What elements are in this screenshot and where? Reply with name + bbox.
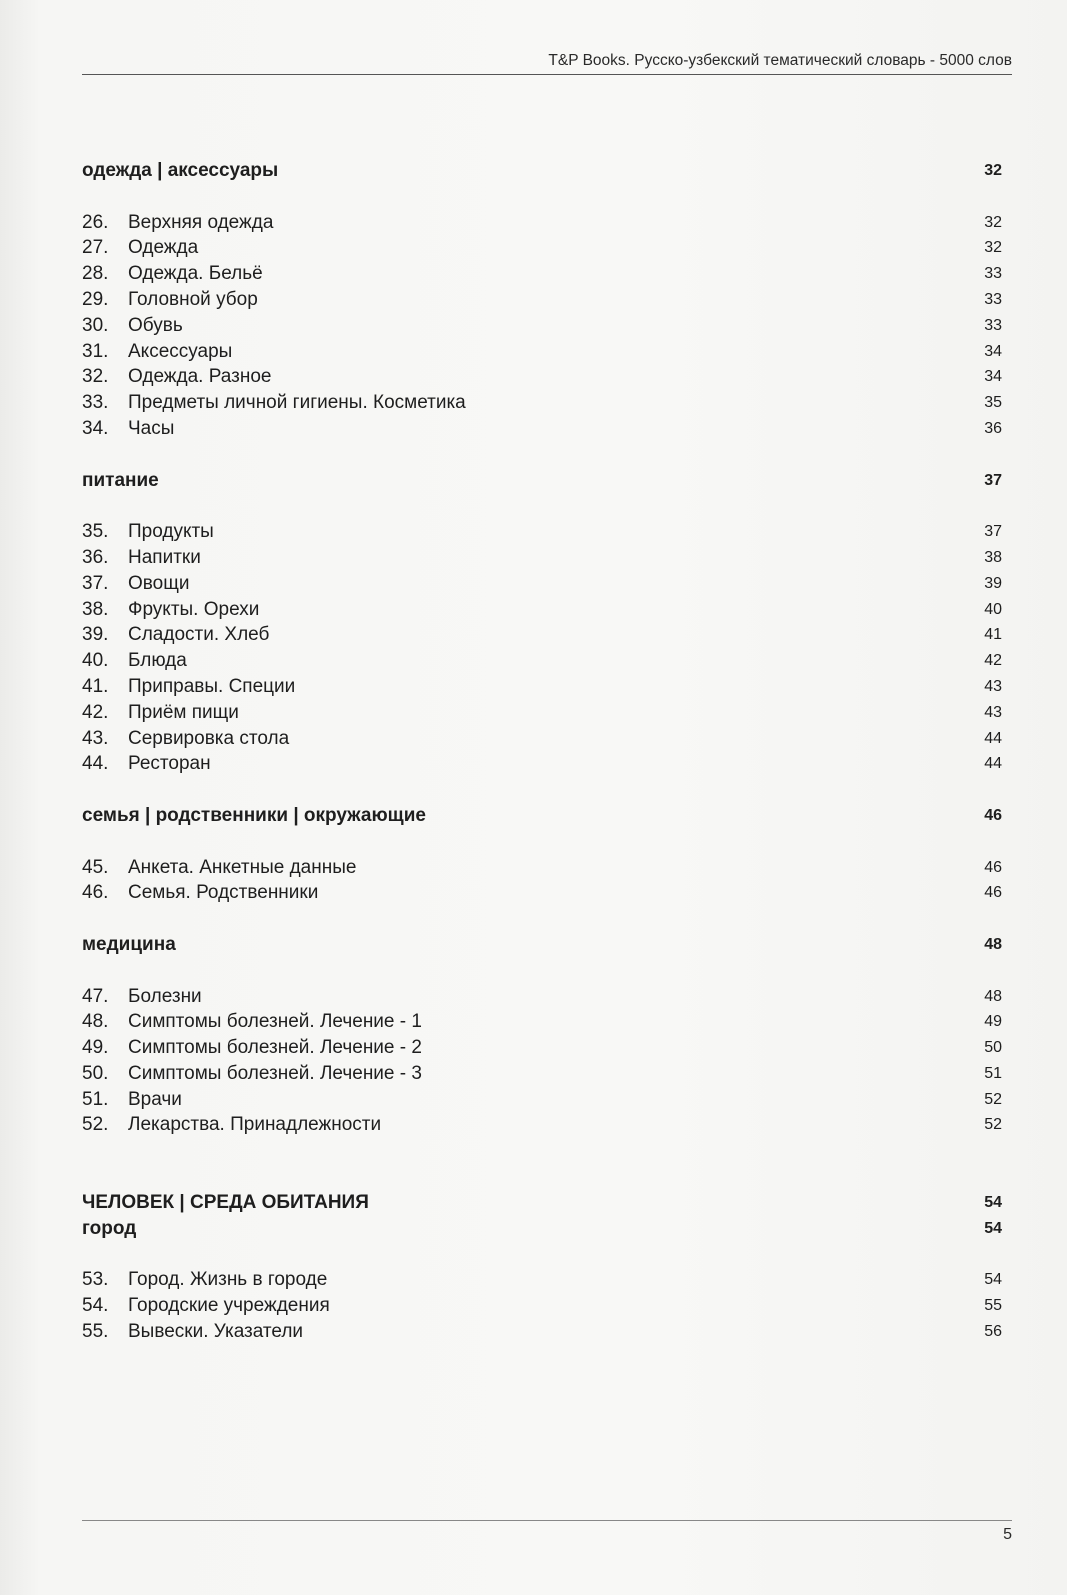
toc-section-heading xyxy=(82,1190,1002,1216)
toc-spacer xyxy=(82,777,1002,803)
toc-entry xyxy=(82,751,1002,777)
toc-entry xyxy=(82,287,1002,313)
toc-entry-number: 41. xyxy=(82,675,109,697)
toc-entry-title: Семья. Родственники xyxy=(128,882,319,904)
toc-entry xyxy=(82,1267,1002,1293)
toc-entry xyxy=(82,1035,1002,1061)
toc-entry xyxy=(82,1087,1002,1113)
toc-page-number: 54 xyxy=(984,1219,1002,1237)
toc-entry xyxy=(82,364,1002,390)
toc-page-number: 37 xyxy=(984,523,1002,541)
toc-page-number: 44 xyxy=(984,755,1002,773)
toc-entry xyxy=(82,339,1002,365)
toc-page-number: 32 xyxy=(984,162,1002,179)
toc-entry-title: Продукты xyxy=(128,521,214,543)
toc-page-number: 46 xyxy=(984,858,1002,876)
toc-entry-title: Городские учреждения xyxy=(128,1295,330,1317)
toc-page-number: 33 xyxy=(984,290,1002,308)
toc-entry-title: Сервировка стола xyxy=(128,727,290,749)
toc-entry-number: 46. xyxy=(82,882,109,904)
running-header: T&P Books. Русско-узбекский тематический словарь - 5000 слов xyxy=(82,52,1012,75)
toc-page-number: 34 xyxy=(984,368,1002,386)
toc-entry-number: 34. xyxy=(82,417,109,439)
toc-entry-title: Вывески. Указатели xyxy=(128,1320,304,1342)
toc-entry-number: 33. xyxy=(82,392,109,414)
toc-entry xyxy=(82,622,1002,648)
toc-entry-number: 37. xyxy=(82,572,109,594)
toc-entry-number: 36. xyxy=(82,546,109,568)
footer-rule xyxy=(82,1520,1012,1521)
toc-entry xyxy=(82,571,1002,597)
toc-section-title: одежда | аксессуары xyxy=(82,160,279,181)
toc-section-heading xyxy=(82,932,1002,958)
toc-entry-number: 42. xyxy=(82,701,109,723)
toc-entry-title: Врачи xyxy=(128,1088,182,1110)
toc-page-number: 54 xyxy=(984,1271,1002,1289)
toc-section-heading xyxy=(82,803,1002,829)
toc-entry xyxy=(82,416,1002,442)
toc-entry xyxy=(82,1319,1002,1345)
toc-page-number: 37 xyxy=(984,471,1002,489)
toc-entry xyxy=(82,261,1002,287)
toc-entry xyxy=(82,313,1002,339)
toc-spacer xyxy=(82,1164,1002,1190)
toc-entry xyxy=(82,1009,1002,1035)
toc-entry-number: 39. xyxy=(82,624,109,646)
toc-page-number: 32 xyxy=(984,239,1002,257)
toc-page-number: 43 xyxy=(984,677,1002,695)
toc-entry-title: Верхняя одежда xyxy=(128,211,274,233)
toc-entry-number: 32. xyxy=(82,366,109,388)
toc-entry-number: 52. xyxy=(82,1114,109,1136)
toc-entry-number: 31. xyxy=(82,340,109,362)
toc-page-number: 38 xyxy=(984,548,1002,566)
toc-entry-title: Блюда xyxy=(128,650,187,672)
toc-entry xyxy=(82,1061,1002,1087)
toc-entry xyxy=(82,390,1002,416)
toc-entry xyxy=(82,210,1002,236)
toc-entry xyxy=(82,597,1002,623)
toc-section-title: питание xyxy=(82,469,159,491)
toc-entry-title: Аксессуары xyxy=(128,340,233,362)
toc-page-number: 48 xyxy=(984,935,1002,953)
toc-page-number: 44 xyxy=(984,729,1002,747)
toc-page-number: 56 xyxy=(984,1322,1002,1340)
toc-page-number: 42 xyxy=(984,652,1002,670)
toc-entry-title: Лекарства. Принадлежности xyxy=(128,1114,382,1136)
toc-section-title: город xyxy=(82,1217,137,1239)
toc-entry xyxy=(82,855,1002,881)
toc-entry-title: Часы xyxy=(128,417,175,439)
toc-entry xyxy=(82,880,1002,906)
toc-entry-title: Город. Жизнь в городе xyxy=(128,1269,328,1291)
toc-entry-title: Приправы. Специи xyxy=(128,675,296,697)
toc-page-number: 36 xyxy=(984,419,1002,437)
toc-spacer xyxy=(82,1241,1002,1267)
toc-entry-number: 38. xyxy=(82,598,109,620)
toc-entry-number: 47. xyxy=(82,985,109,1007)
toc-entry-number: 49. xyxy=(82,1037,109,1059)
toc-entry-number: 27. xyxy=(82,237,109,259)
toc-page-number: 40 xyxy=(984,600,1002,618)
table-of-contents xyxy=(82,158,1002,1345)
toc-entry-title: Одежда. Разное xyxy=(128,366,272,388)
toc-spacer xyxy=(82,442,1002,468)
toc-entry-number: 43. xyxy=(82,727,109,749)
toc-entry xyxy=(82,545,1002,571)
toc-entry-title: Напитки xyxy=(128,546,201,568)
toc-entry-number: 48. xyxy=(82,1011,109,1033)
toc-entry-number: 30. xyxy=(82,314,109,336)
toc-entry-number: 45. xyxy=(82,856,109,878)
toc-page-number: 50 xyxy=(984,1039,1002,1057)
toc-page-number: 33 xyxy=(984,265,1002,283)
toc-entry-title: Симптомы болезней. Лечение - 2 xyxy=(128,1037,422,1059)
toc-entry-title: Симптомы болезней. Лечение - 1 xyxy=(128,1011,422,1033)
toc-entry xyxy=(82,674,1002,700)
toc-spacer xyxy=(82,184,1002,210)
toc-entry xyxy=(82,984,1002,1010)
toc-section-heading xyxy=(82,158,1002,184)
toc-entry-title: Обувь xyxy=(128,314,183,336)
toc-entry-number: 28. xyxy=(82,263,109,285)
toc-entry-number: 29. xyxy=(82,288,109,310)
toc-entry-number: 50. xyxy=(82,1062,109,1084)
toc-entry-title: Одежда. Бельё xyxy=(128,263,263,285)
toc-entry-number: 44. xyxy=(82,753,109,775)
toc-page-number: 49 xyxy=(984,1013,1002,1031)
toc-section-title: медицина xyxy=(82,933,176,955)
toc-page-number: 46 xyxy=(984,806,1002,824)
toc-entry-title: Предметы личной гигиены. Косметика xyxy=(128,392,466,414)
toc-section-heading xyxy=(82,1216,1002,1242)
toc-page-number: 52 xyxy=(984,1116,1002,1134)
toc-page-number: 52 xyxy=(984,1090,1002,1108)
toc-page-number: 39 xyxy=(984,574,1002,592)
toc-entry xyxy=(82,726,1002,752)
toc-entry xyxy=(82,1293,1002,1319)
toc-page-number: 43 xyxy=(984,703,1002,721)
toc-page-number: 33 xyxy=(984,316,1002,334)
toc-spacer xyxy=(82,1138,1002,1164)
toc-entry-number: 35. xyxy=(82,521,109,543)
toc-entry-title: Болезни xyxy=(128,985,202,1007)
toc-entry-number: 51. xyxy=(82,1088,109,1110)
toc-page-number: 55 xyxy=(984,1297,1002,1315)
toc-entry-title: Ресторан xyxy=(128,753,211,775)
toc-page-number: 51 xyxy=(984,1064,1002,1082)
toc-spacer xyxy=(82,829,1002,855)
toc-page-number: 32 xyxy=(984,213,1002,231)
toc-entry xyxy=(82,235,1002,261)
toc-entry xyxy=(82,519,1002,545)
page-number: 5 xyxy=(1003,1526,1012,1543)
toc-entry xyxy=(82,648,1002,674)
toc-entry-title: Симптомы болезней. Лечение - 3 xyxy=(128,1062,422,1084)
toc-spacer xyxy=(82,958,1002,984)
toc-entry-title: Одежда xyxy=(128,237,199,259)
toc-spacer xyxy=(82,906,1002,932)
toc-page-number: 46 xyxy=(984,884,1002,902)
toc-entry-title: Приём пищи xyxy=(128,701,239,723)
toc-entry-number: 54. xyxy=(82,1295,109,1317)
toc-page-number: 48 xyxy=(984,987,1002,1005)
toc-page-number: 35 xyxy=(984,394,1002,412)
toc-entry-title: Фрукты. Орехи xyxy=(128,598,260,620)
toc-entry-number: 26. xyxy=(82,211,109,233)
toc-page-number: 34 xyxy=(984,342,1002,360)
toc-section-heading xyxy=(82,468,1002,494)
toc-entry-number: 53. xyxy=(82,1269,109,1291)
toc-entry-title: Овощи xyxy=(128,572,190,594)
toc-page-number: 41 xyxy=(984,626,1002,644)
toc-entry-number: 40. xyxy=(82,650,109,672)
toc-entry xyxy=(82,700,1002,726)
toc-entry-number: 55. xyxy=(82,1320,109,1342)
toc-entry-title: Анкета. Анкетные данные xyxy=(128,856,357,878)
toc-page-number: 54 xyxy=(984,1193,1002,1211)
toc-entry-title: Головной убор xyxy=(128,288,258,310)
toc-entry-title: Сладости. Хлеб xyxy=(128,624,270,646)
toc-entry xyxy=(82,1112,1002,1138)
toc-section-title: семья | родственники | окружающие xyxy=(82,804,426,826)
toc-spacer xyxy=(82,493,1002,519)
toc-section-title: ЧЕЛОВЕК | СРЕДА ОБИТАНИЯ xyxy=(82,1191,369,1213)
